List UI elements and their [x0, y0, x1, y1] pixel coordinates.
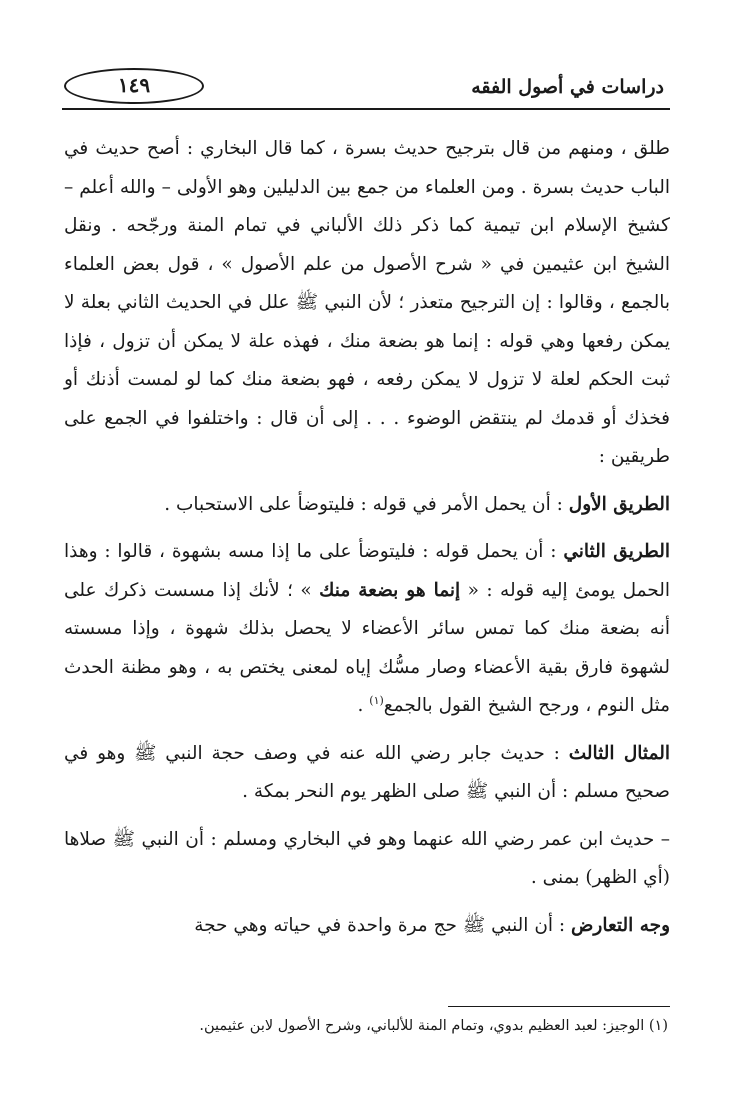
footnote: (١) الوجيز: لعبد العظيم بدوي، وتمام المنة للألباني، وشرح الأصول لابن عثيمين.	[199, 1018, 668, 1034]
footnote-marker: (١)	[369, 693, 384, 707]
page-number: ١٤٩	[117, 73, 151, 97]
paragraph-third-example	[64, 735, 670, 812]
body-text	[64, 130, 670, 945]
first-path-text: : أن يحمل الأمر في قوله : فليتوضأ على الاستحباب .	[164, 493, 569, 515]
footnote-rule	[448, 1006, 670, 1007]
page-header	[62, 58, 670, 110]
second-path-end: .	[357, 695, 370, 716]
contradiction-label: وجه التعارض	[571, 914, 670, 936]
header-rule	[62, 108, 670, 110]
paragraph-contradiction	[64, 907, 670, 946]
contradiction-text: : أن النبي ﷺ حج مرة واحدة في حياته وهي حجة	[194, 914, 572, 936]
second-path-label: الطريق الثاني	[563, 541, 670, 562]
second-path-text-b: » ؛ لأنك إذا مسست ذكرك على أنه بضعة منك كما تمس سائر الأعضاء لا يحصل بذلك شهوة ، وإذا مسسته لشهوة فارق بقية الأعضاء وصار مسُّك إياه لمعنى يختص به ، وهو مظنة الحدث مثل النوم ، ورجح الشيخ القول بالجمع	[64, 579, 670, 716]
page-number-oval	[64, 68, 204, 104]
first-path-label: الطريق الأول	[568, 493, 670, 515]
paragraph-ibn-umar: – حديث ابن عمر رضي الله عنهما وهو في البخاري ومسلم : أن النبي ﷺ صلاها (أي الظهر) بمنى .	[64, 828, 670, 888]
second-path-emphasis: إنما هو بضعة منك	[319, 579, 461, 601]
paragraph-1: طلق ، ومنهم من قال بترجيح حديث بسرة ، كما قال البخاري : أصح حديث في الباب حديث بسرة . ومن العلماء من جمع بين الدليلين وهو الأولى – والله أعلم – كشيخ الإسلام ابن تيمية كما ذكر ذلك الألباني في تمام المنة ورجّحه . ونقل الشيخ ابن عثيمين في « شرح الأصول من علم الأصول » ، قول بعض العلماء بالجمع ، وقالوا : إن الترجيح متعذر ؛ لأن النبي ﷺ علل في الحديث الثاني بعلة لا يمكن رفعها وهي قوله : إنما هو بضعة منك ، فهذه علة لا يمكن أن تزول ، فإذا ثبت الحكم لعلة لا تزول لا يمكن رفعه ، فهو بضعة منك كما لو لمست أذنك أو فخذك أو قدمك لم ينتقض الوضوء . . . إلى أن قال : واختلفوا في الجمع على طريقين :	[64, 138, 670, 467]
running-title: دراسات في أصول الفقه	[471, 76, 664, 98]
second-path-text-a: : أن يحمل قوله : فليتوضأ على ما إذا مسه بشهوة ، قالوا : وهذا الحمل يومئ إليه قوله : «	[64, 541, 670, 601]
paragraph-second-path	[64, 533, 670, 726]
third-example-label: المثال الثالث	[568, 742, 670, 764]
paragraph-first-path	[64, 486, 670, 525]
third-example-text: : حديث جابر رضي الله عنه في وصف حجة النبي ﷺ وهو في صحيح مسلم : أن النبي ﷺ صلى الظهر يوم النحر بمكة .	[64, 742, 670, 802]
